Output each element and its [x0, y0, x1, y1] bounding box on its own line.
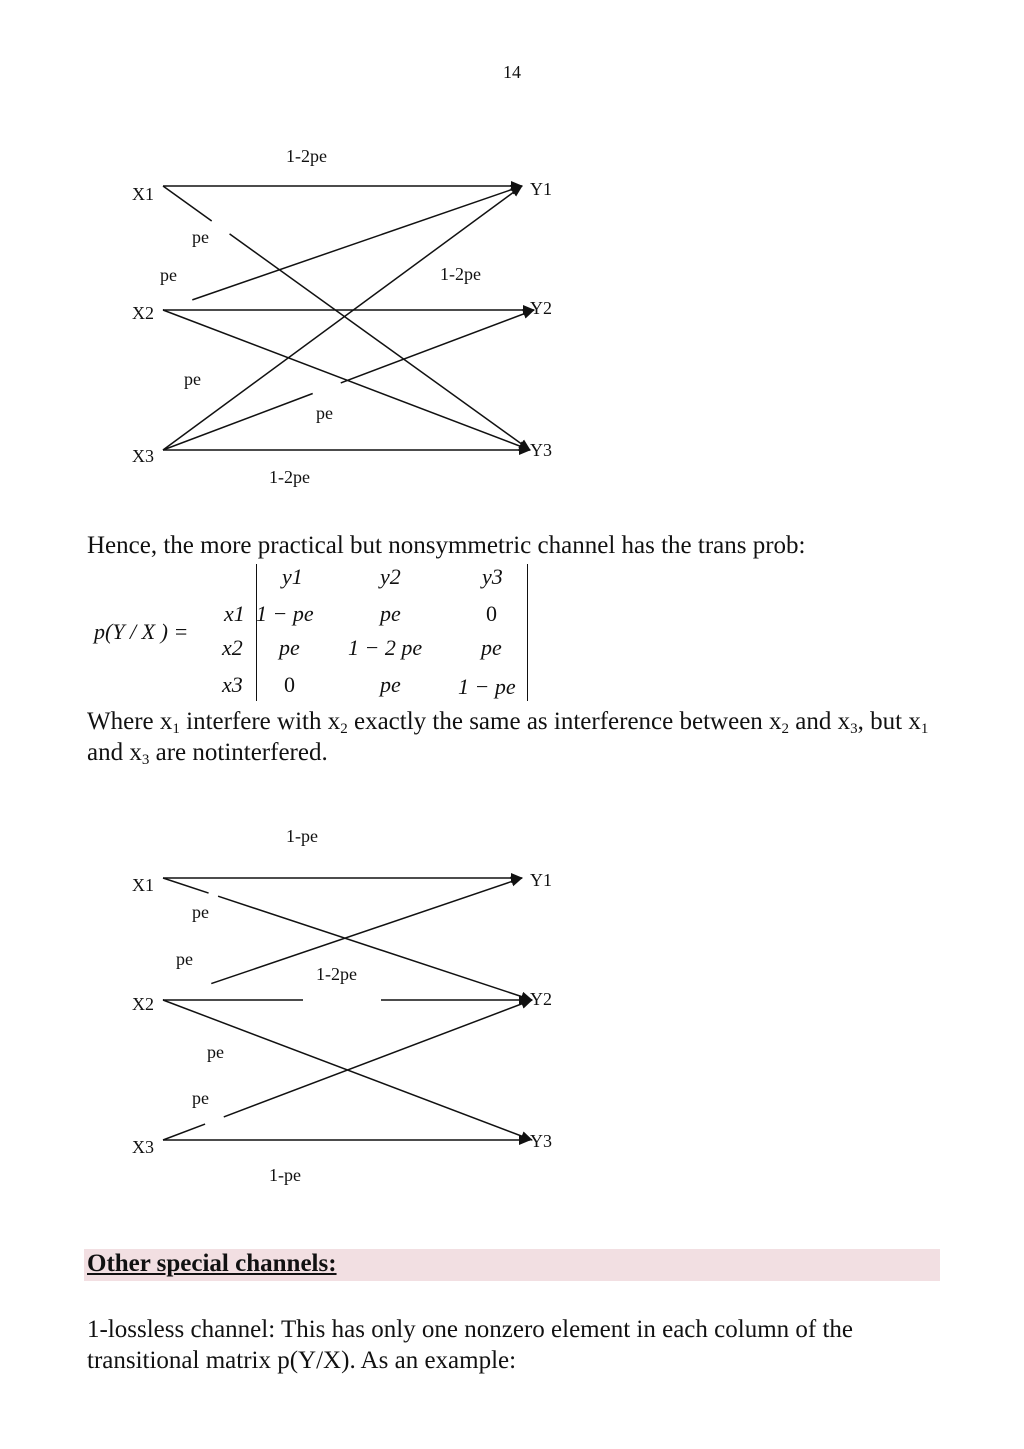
col-header-y1: y1	[282, 564, 303, 589]
label2-x1-down: pe	[192, 902, 209, 922]
label-bottom: 1-2pe	[269, 467, 310, 487]
label2-x2-down: pe	[207, 1042, 224, 1062]
cell-2-3: pe	[481, 635, 502, 660]
label-middle: 1-2pe	[440, 264, 481, 284]
label-top: 1-2pe	[286, 146, 327, 166]
cell-1-1: 1 − pe	[256, 601, 314, 626]
col-header-y2: y2	[380, 564, 401, 589]
input2-x3: X3	[132, 1137, 154, 1157]
row-header-x3: x3	[222, 672, 243, 697]
section-heading: Other special channels:	[87, 1250, 337, 1277]
cell-1-3: 0	[486, 601, 497, 626]
label2-middle: 1-2pe	[316, 964, 357, 984]
row-header-x1: x1	[224, 601, 245, 626]
label2-top: 1-pe	[286, 826, 318, 846]
cell-3-2: pe	[380, 672, 401, 697]
matrix-lhs: p(Y / X ) =	[94, 619, 189, 644]
output-y2: Y2	[530, 298, 552, 318]
label-x1-down: pe	[192, 227, 209, 247]
output-y1: Y1	[530, 179, 552, 199]
input-x1: X1	[132, 184, 154, 204]
label2-bottom: 1-pe	[269, 1165, 301, 1185]
label-x3-up: pe	[316, 403, 333, 423]
col-header-y3: y3	[482, 564, 503, 589]
paragraph-lossless: 1-lossless channel: This has only one nonzero element in each column of the transitional matrix p(Y/X). As an example:	[87, 1316, 854, 1374]
output-y3: Y3	[530, 440, 552, 460]
paragraph-intro: Hence, the more practical but nonsymmetric channel has the trans prob:	[87, 532, 806, 559]
input2-x2: X2	[132, 994, 154, 1014]
label-x2-down: pe	[184, 369, 201, 389]
row-header-x2: x2	[222, 635, 243, 660]
cell-3-1: 0	[284, 672, 295, 697]
cell-2-1: pe	[279, 635, 300, 660]
label-x2-up: pe	[160, 265, 177, 285]
cell-1-2: pe	[380, 601, 401, 626]
output2-y2: Y2	[530, 989, 552, 1009]
cell-2-2: 1 − 2 pe	[348, 635, 423, 660]
output2-y1: Y1	[530, 870, 552, 890]
input2-x1: X1	[132, 875, 154, 895]
input-x2: X2	[132, 303, 154, 323]
input-x3: X3	[132, 446, 154, 466]
label2-x2-up: pe	[176, 949, 193, 969]
cell-3-3: 1 − pe	[458, 674, 516, 699]
page-number: 14	[503, 62, 521, 82]
paragraph-interference: Where $x_1$ interfere with $x_2$ exactly the same as interference between $x_2$ and $x_3$, but $x_1$ and $x_3$ are notinterfered.	[87, 708, 929, 768]
output2-y3: Y3	[530, 1131, 552, 1151]
label2-x3-up: pe	[192, 1088, 209, 1108]
